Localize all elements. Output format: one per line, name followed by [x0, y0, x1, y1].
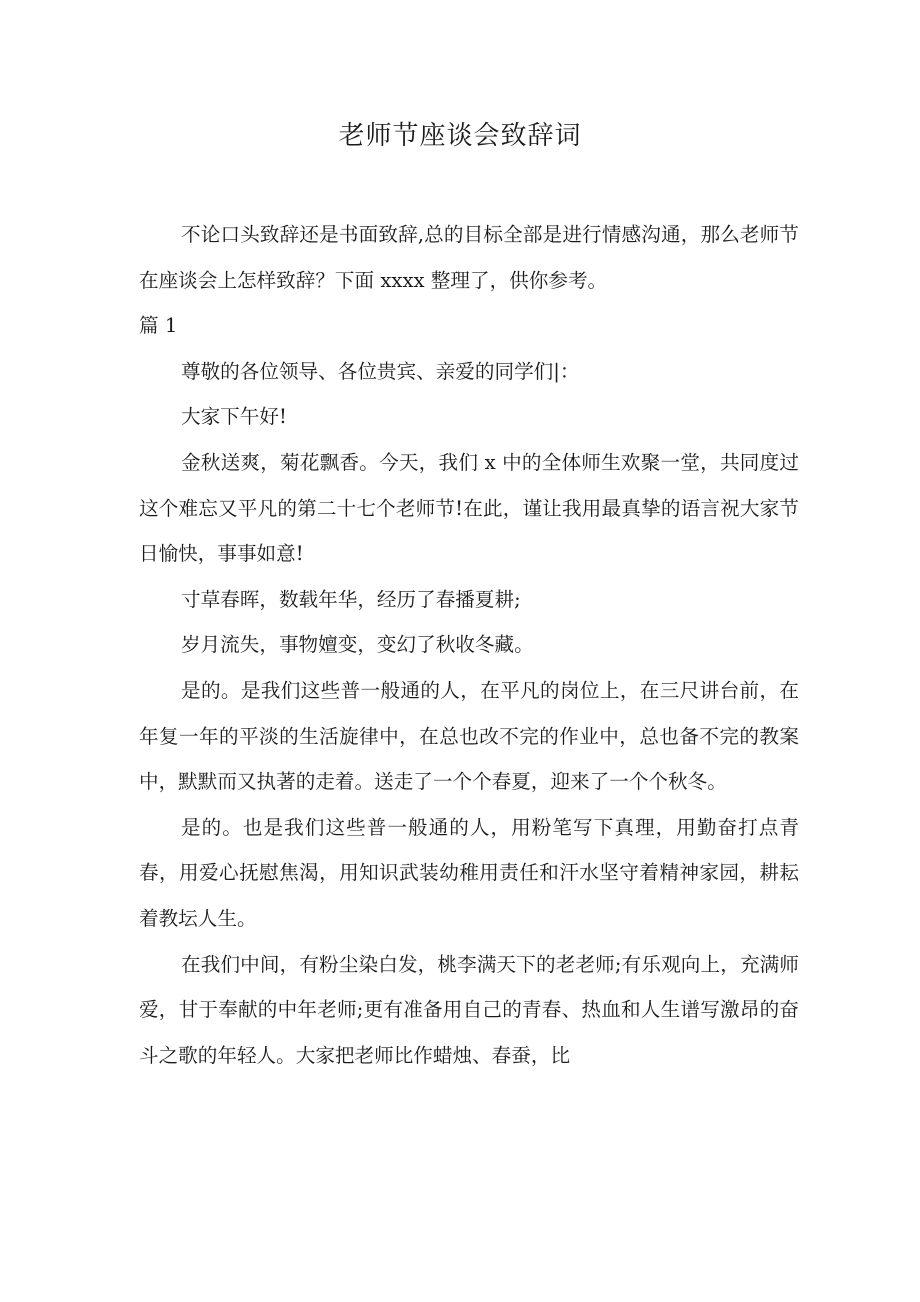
body-paragraph: 金秋送爽，菊花飘香。今天，我们 x 中的全体师生欢聚一堂，共同度过这个难忘又平凡的第二十七个老师节!在此，谨让我用最真挚的语言祝大家节日愉快，事事如意!: [139, 450, 799, 566]
verse-line: 寸草春晖，数载年华，经历了春播夏耕;: [181, 587, 521, 611]
body-paragraph: 是的。是我们这些普一般通的人，在平凡的岗位上，在三尺讲台前，在年复一年的平淡的生活旋律中，在总也改不完的作业中，总也备不完的教案中，默默而又执著的走着。送走了一个个春夏，迎来了一个个秋冬。: [139, 678, 799, 794]
section-heading: 篇 1: [139, 314, 178, 338]
body-paragraph: 在我们中间，有粉尘染白发，桃李满天下的老老师;有乐观向上，充满师爱，甘于奉献的中年老师;更有准备用自己的青春、热血和人生谱写激昂的奋斗之歌的年轻人。大家把老师比作蜡烛、春蚕，比: [139, 952, 799, 1067]
document-title: 老师节座谈会致辞词: [338, 121, 582, 151]
intro-paragraph: 不论口头致辞还是书面致辞,总的目标全部是进行情感沟通，那么老师节在座谈会上怎样致辞？下面 xxxx 整理了，供你参考。: [139, 223, 799, 292]
body-paragraph: 是的。也是我们这些普一般通的人，用粉笔写下真理，用勤奋打点青春，用爱心抚慰焦渴，用知识武装幼稚用责任和汗水坚守着精神家园，耕耘着教坛人生。: [139, 815, 799, 930]
salutation: 尊敬的各位领导、各位贵宾、亲爱的同学们|：: [181, 359, 580, 383]
greeting: 大家下午好!: [181, 405, 287, 429]
document-body: [139, 212, 799, 1078]
verse-line: 岁月流失，事物嬗变，变幻了秋收冬藏。: [181, 633, 534, 657]
